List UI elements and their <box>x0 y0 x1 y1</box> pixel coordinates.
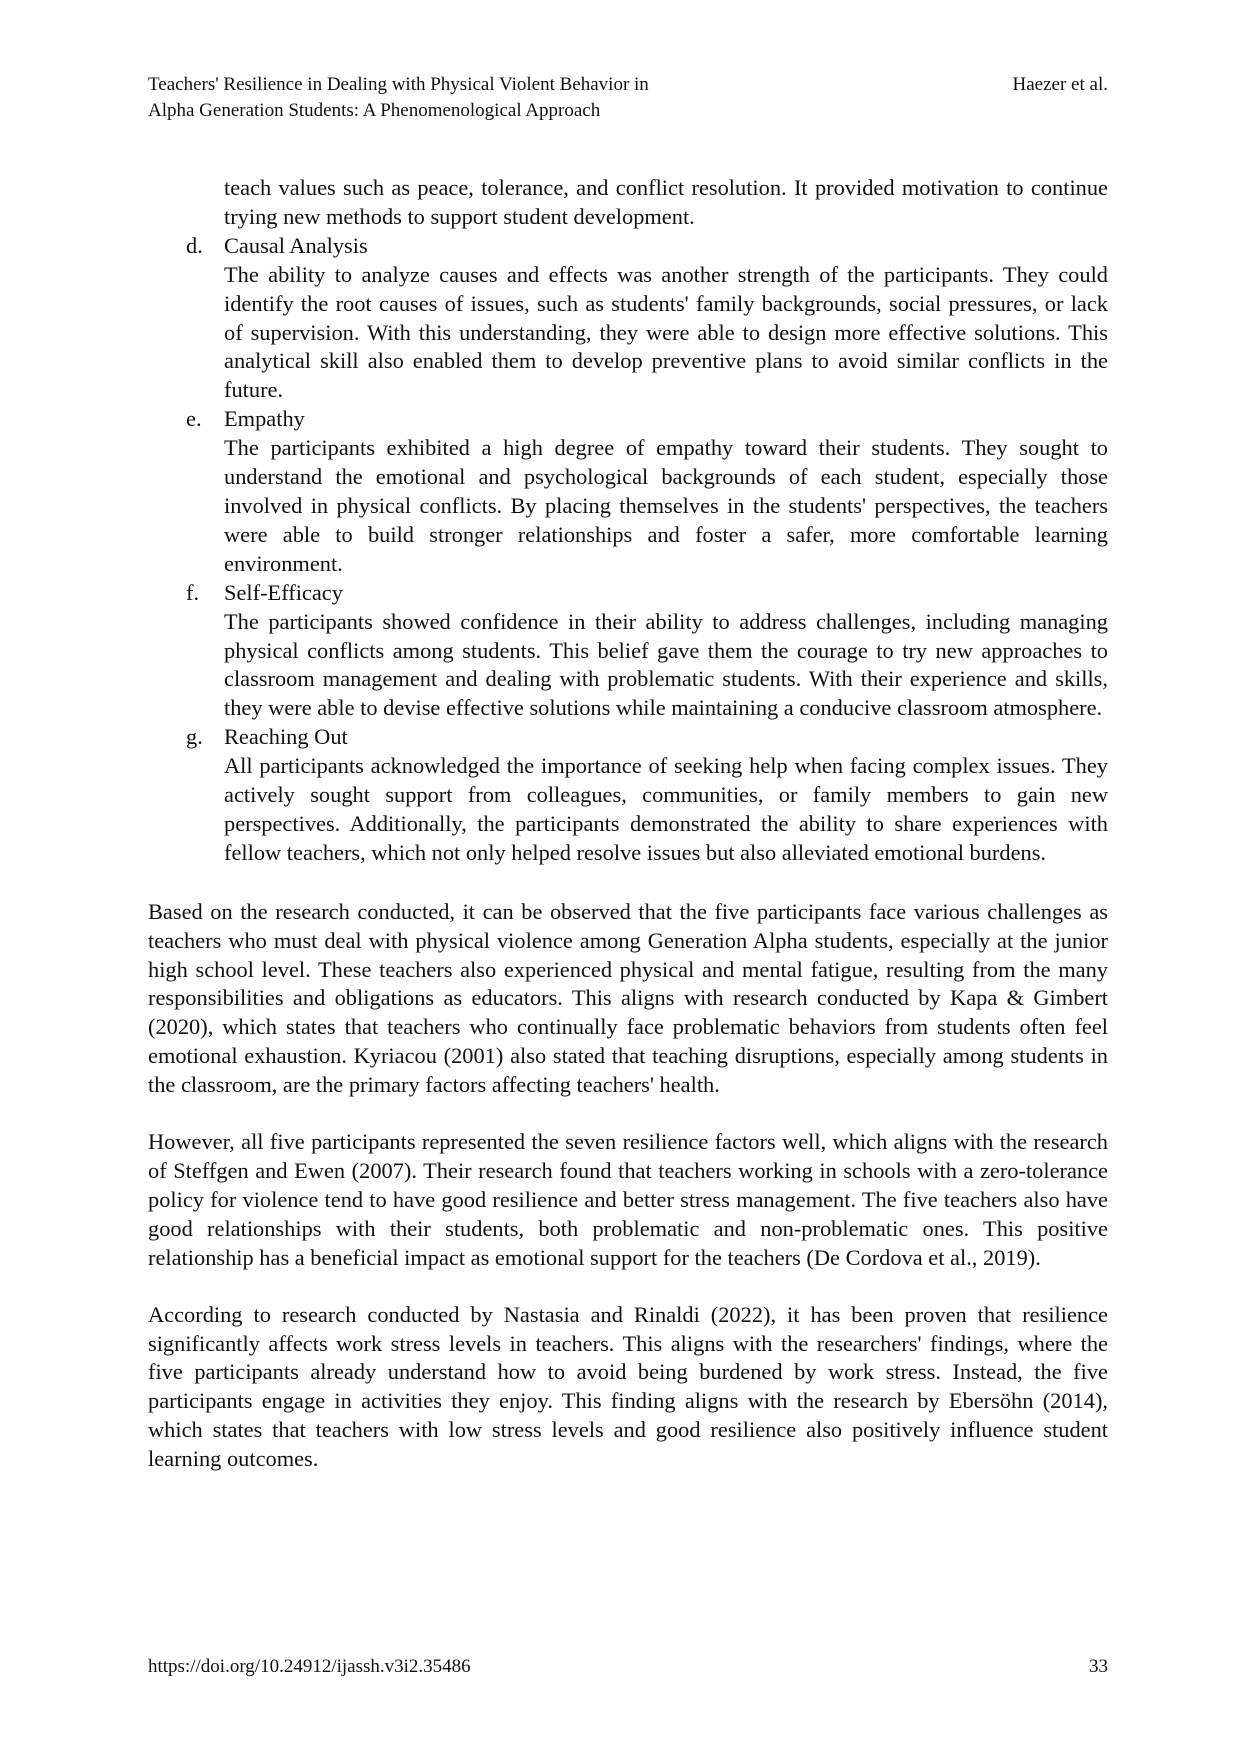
header-title-line2: Alpha Generation Students: A Phenomenological Approach <box>148 100 601 121</box>
list-continuation: teach values such as peace, tolerance, and conflict resolution. It provided motivation to continue trying new methods to support student development. <box>224 175 1108 229</box>
page-number: 33 <box>1089 1656 1108 1677</box>
footer-doi: https://doi.org/10.24912/ijassh.v3i2.35486 <box>148 1656 471 1677</box>
list-item-body: The ability to analyze causes and effects was another strength of the participants. They could identify the root causes of issues, such as students' family backgrounds, social pressures, or lack of supervision. With this understanding, they were able to design more effective solutions. This analytical skill also enabled them to develop preventive plans to avoid similar conflicts in the future. <box>224 261 1108 403</box>
paragraph-discussion-3: According to research conducted by Nastasia and Rinaldi (2022), it has been proven that resilience significantly affects work stress levels in teachers. This aligns with the researchers' findings, where the five participants already understand how to avoid being burdened by work stress. Instead, the five participants engage in activities they enjoy. This finding aligns with the research by Ebersöhn (2014), which states that teachers with low stress levels and good resilience also positively influence student learning outcomes. <box>148 1301 1108 1472</box>
list-item-label: e. <box>186 406 202 432</box>
list-item-body: The participants showed confidence in their ability to address challenges, including managing physical conflicts among students. This belief gave them the courage to try new approaches to classroom management and dealing with problematic students. With their experience and skills, they were able to devise effective solutions while maintaining a conducive classroom atmosphere. <box>224 608 1108 721</box>
paragraph-discussion-1: Based on the research conducted, it can be observed that the five participants face various challenges as teachers who must deal with physical violence among Generation Alpha students, especially at the junior high school level. These teachers also experienced physical and mental fatigue, resulting from the many responsibilities and obligations as educators. This aligns with research conducted by Kapa & Gimbert (2020), which states that teachers who continually face problematic behaviors from students often feel emotional exhaustion. Kyriacou (2001) also stated that teaching disruptions, especially among students in the classroom, are the primary factors affecting teachers' health. <box>148 898 1108 1098</box>
running-header <box>148 72 649 124</box>
list-item-causal-analysis <box>148 232 1108 405</box>
list-item-label: f. <box>186 579 200 605</box>
paragraph-discussion-2: However, all five participants represented the seven resilience factors well, which aligns with the research of Steffgen and Ewen (2007). Their research found that teachers working in schools with a zero-tolerance policy for violence tend to have good resilience and better stress management. The five teachers also have good relationships with their students, both problematic and non-problematic ones. This positive relationship has a beneficial impact as emotional support for the teachers (De Cordova et al., 2019). <box>148 1129 1108 1270</box>
list-item-heading: Causal Analysis <box>224 232 368 258</box>
list-item-label: d. <box>186 232 203 258</box>
list-item-heading: Empathy <box>224 406 305 432</box>
list-item-heading: Reaching Out <box>224 724 348 750</box>
page-body <box>148 174 1108 1496</box>
list-item-heading: Self-Efficacy <box>224 579 343 605</box>
list-item-reaching-out <box>148 723 1108 868</box>
list-item-label: g. <box>186 724 203 750</box>
header-authors: Haezer et al. <box>1012 74 1108 95</box>
header-title-line1: Teachers' Resilience in Dealing with Physical Violent Behavior in <box>148 74 649 95</box>
list-item-body: The participants exhibited a high degree of empathy toward their students. They sought to understand the emotional and psychological backgrounds of each student, especially those involved in physical conflicts. By placing themselves in the students' perspectives, the teachers were able to build stronger relationships and foster a safer, more comfortable learning environment. <box>224 435 1108 576</box>
list-item-body: All participants acknowledged the importance of seeking help when facing complex issues. They actively sought support from colleagues, communities, or family members to gain new perspectives. Additionally, the participants demonstrated the ability to share experiences with fellow teachers, which not only helped resolve issues but also alleviated emotional burdens. <box>224 753 1108 865</box>
list-item-self-efficacy <box>148 579 1108 724</box>
list-item-empathy <box>148 405 1108 578</box>
